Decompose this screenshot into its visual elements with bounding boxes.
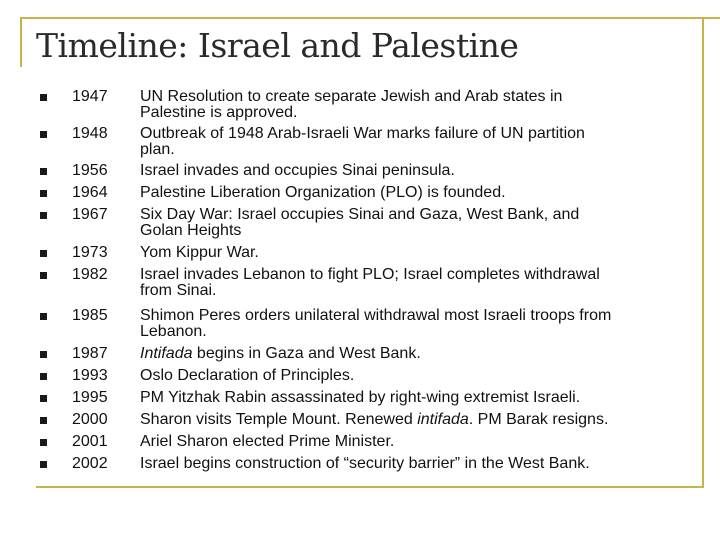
event-text-line: . PM Barak resigns. bbox=[468, 411, 609, 428]
event-year: 1948 bbox=[72, 125, 108, 142]
frame-right-rule bbox=[702, 17, 704, 487]
event-text-line: Ariel Sharon elected Prime Minister. bbox=[140, 433, 395, 450]
event-text-line: UN Resolution to create separate Jewish and Arab states in bbox=[140, 88, 563, 105]
event-year: 1987 bbox=[72, 345, 108, 362]
event-text-line: Israel invades and occupies Sinai peninsula. bbox=[140, 162, 455, 179]
frame-top-rule bbox=[20, 17, 720, 19]
square-bullet-icon bbox=[40, 351, 47, 358]
event-description bbox=[140, 308, 700, 340]
event-year: 2002 bbox=[72, 455, 108, 472]
square-bullet-icon bbox=[40, 373, 47, 380]
event-text-line: Palestine Liberation Organization (PLO) is founded. bbox=[140, 184, 506, 201]
event-text-line: Six Day War: Israel occupies Sinai and Gaza, West Bank, and bbox=[140, 206, 580, 223]
intifada-emphasis: Intifada bbox=[140, 345, 193, 362]
event-year: 1973 bbox=[72, 244, 108, 261]
event-description bbox=[140, 346, 700, 362]
event-description bbox=[140, 245, 700, 261]
event-text-line: from Sinai. bbox=[140, 282, 217, 299]
square-bullet-icon bbox=[40, 395, 47, 402]
event-text-line: Yom Kippur War. bbox=[140, 244, 259, 261]
event-year: 1964 bbox=[72, 184, 108, 201]
event-text-line: Golan Heights bbox=[140, 222, 242, 239]
event-year: 1995 bbox=[72, 389, 108, 406]
event-text-line: Shimon Peres orders unilateral withdrawal most Israeli troops from bbox=[140, 307, 612, 324]
event-description bbox=[140, 207, 700, 239]
event-description bbox=[140, 456, 700, 472]
event-text-line: Israel invades Lebanon to fight PLO; Israel completes withdrawal bbox=[140, 266, 600, 283]
square-bullet-icon bbox=[40, 272, 47, 279]
event-description bbox=[140, 126, 700, 158]
event-description bbox=[140, 89, 700, 121]
event-text-line: Lebanon. bbox=[140, 323, 207, 340]
event-text-line: Israel begins construction of “security barrier” in the West Bank. bbox=[140, 455, 590, 472]
square-bullet-icon bbox=[40, 417, 47, 424]
square-bullet-icon bbox=[40, 190, 47, 197]
event-description bbox=[140, 434, 700, 450]
square-bullet-icon bbox=[40, 461, 47, 468]
event-year: 2001 bbox=[72, 433, 108, 450]
event-year: 1947 bbox=[72, 88, 108, 105]
intifada-emphasis: intifada bbox=[417, 411, 469, 428]
square-bullet-icon bbox=[40, 439, 47, 446]
frame-left-rule bbox=[20, 17, 22, 67]
event-year: 1982 bbox=[72, 266, 108, 283]
slide-title: Timeline: Israel and Palestine bbox=[36, 26, 519, 65]
event-year: 1985 bbox=[72, 307, 108, 324]
event-description bbox=[140, 267, 700, 299]
event-text-line: Oslo Declaration of Principles. bbox=[140, 367, 355, 384]
event-text-line: Outbreak of 1948 Arab-Israeli War marks failure of UN partition bbox=[140, 125, 585, 142]
event-year: 1967 bbox=[72, 206, 108, 223]
square-bullet-icon bbox=[40, 250, 47, 257]
event-text-line: Palestine is approved. bbox=[140, 104, 298, 121]
event-description bbox=[140, 390, 700, 406]
event-text-line: begins in Gaza and West Bank. bbox=[192, 345, 421, 362]
event-text-line: PM Yitzhak Rabin assassinated by right-wing extremist Israeli. bbox=[140, 389, 581, 406]
event-description bbox=[140, 163, 700, 179]
square-bullet-icon bbox=[40, 313, 47, 320]
event-description bbox=[140, 185, 700, 201]
event-year: 1956 bbox=[72, 162, 108, 179]
frame-bottom-rule bbox=[36, 486, 704, 488]
event-text-line: Sharon visits Temple Mount. Renewed bbox=[140, 411, 418, 428]
square-bullet-icon bbox=[40, 212, 47, 219]
event-year: 2000 bbox=[72, 411, 108, 428]
square-bullet-icon bbox=[40, 131, 47, 138]
square-bullet-icon bbox=[40, 94, 47, 101]
event-text-line: plan. bbox=[140, 141, 175, 158]
square-bullet-icon bbox=[40, 168, 47, 175]
event-description bbox=[140, 368, 700, 384]
event-description bbox=[140, 412, 700, 428]
event-year: 1993 bbox=[72, 367, 108, 384]
